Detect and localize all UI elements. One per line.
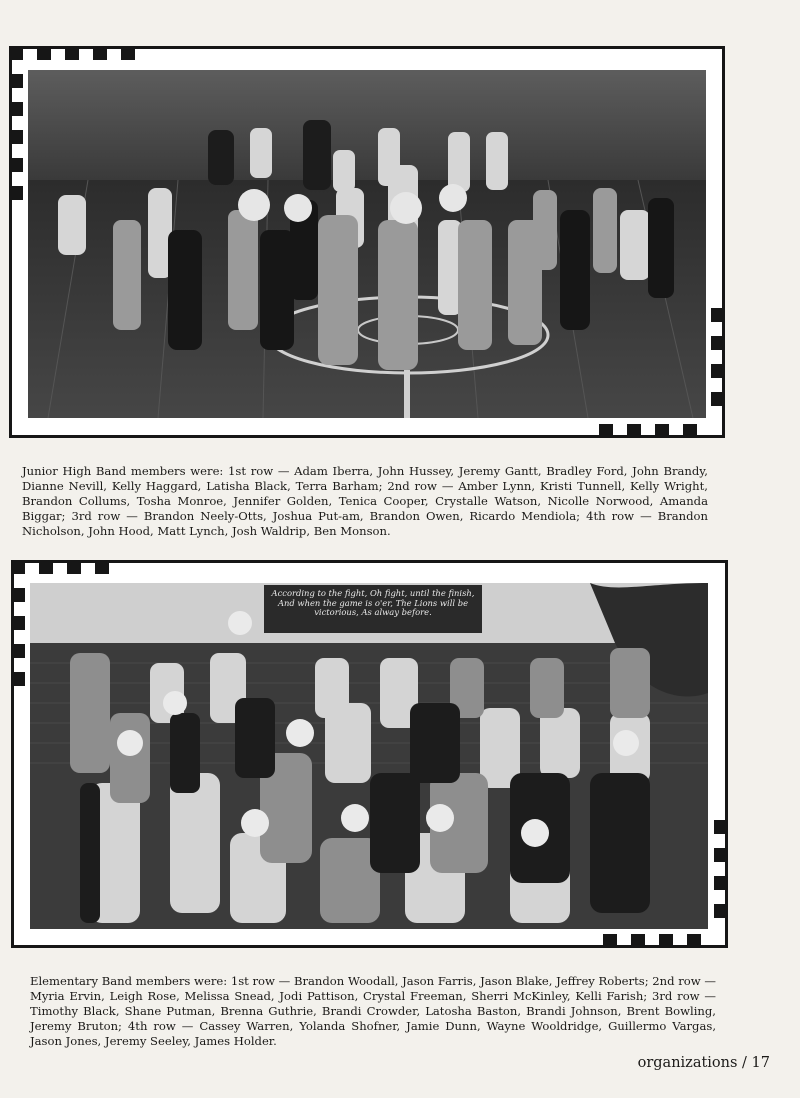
elementary-band-photo [30,583,708,929]
junior-high-band-photo-frame [9,46,725,438]
motto-sign-text: According to the fight, Oh fight, until the finish, And when the game is o'er, The Lions will be victorious, As alway before. [271,588,475,618]
elementary-band-caption: Elementary Band members were: 1st row — Brandon Woodall, Jason Farris, Jason Blake, Jeffrey Roberts; 2nd row — Myria Ervin, Leigh Rose, Melissa Snead, Jodi Pattison, Crystal Freeman, Sherri McKinley, Kelli Farish; 3rd row — Timothy Black, Shane Putman, Brenna Guthrie, Brandi Crowder, Latosha Baston, Brandi Johnson, Brent Bowling, Jeremy Bruton; 4th row — Cassey Warren, Yolanda Shofner, Jamie Dunn, Wayne Wooldridge, Guillermo Vargas, Jason Jones, Jeremy Seeley, James Holder. [30,973,716,1049]
junior-high-band-caption: Junior High Band members were: 1st row — Adam Iberra, John Hussey, Jeremy Gantt, Bradley Ford, John Brandy, Dianne Nevill, Kelly Haggard, Latisha Black, Terra Barham; 2nd row — Amber Lynn, Kristi Tunnell, Kelly Wright, Brandon Collums, Tosha Monroe, Jennifer Golden, Tenica Cooper, Crystalle Watson, Nicolle Norwood, Amanda Biggar; 3rd row — Brandon Neely-Otts, Joshua Put-am, Brandon Owen, Ricardo Mendiola; 4th row — Brandon Nicholson, John Hood, Matt Lynch, Josh Waldrip, Ben Monson. [22,463,708,539]
motto-sign [266,587,480,631]
page-folio: organizations / 17 [637,1055,770,1071]
elementary-band-photo-frame [11,560,728,948]
junior-high-band-photo [28,70,706,418]
